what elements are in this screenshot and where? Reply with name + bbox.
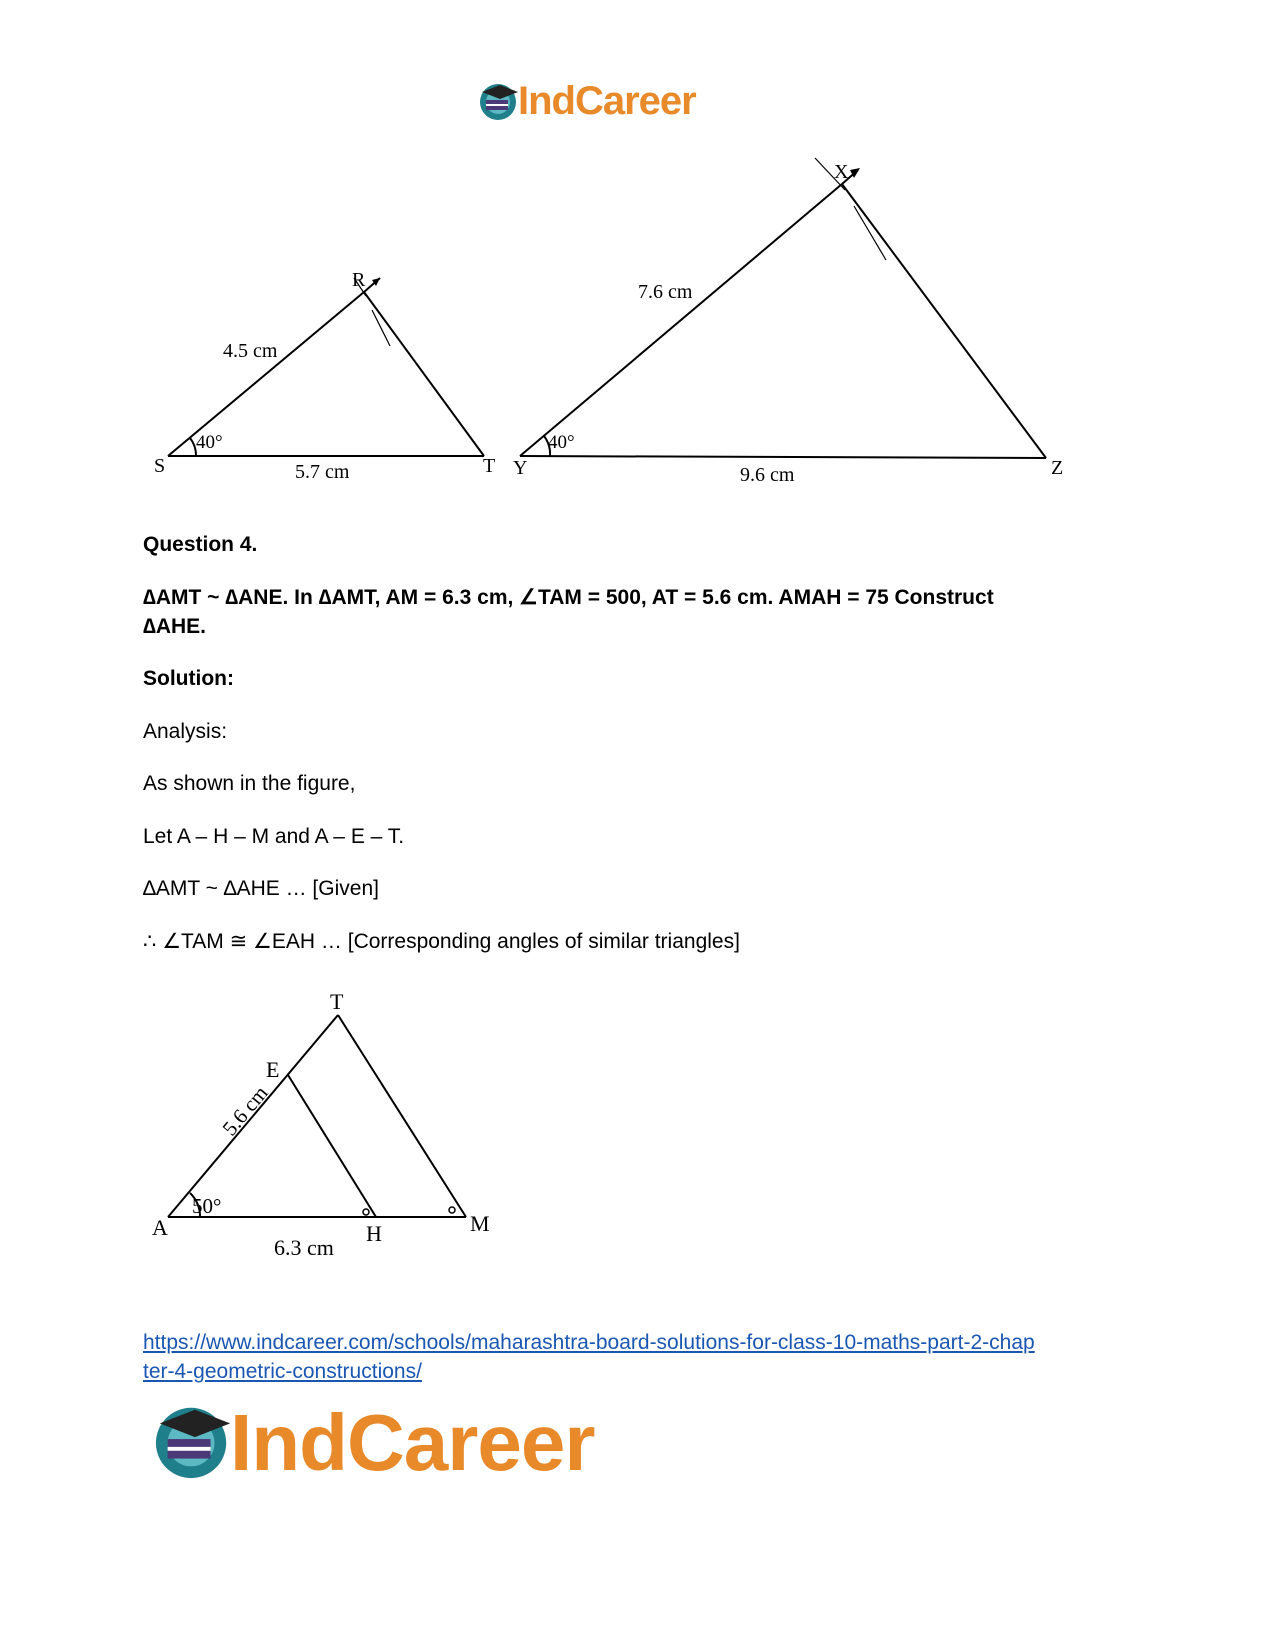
label-angle-y: 40° <box>548 432 575 453</box>
footer-logo <box>152 1398 672 1488</box>
footer-logo-text: IndCareer <box>230 1398 595 1487</box>
side-rt <box>364 292 484 456</box>
label-side-yx: 7.6 cm <box>638 281 693 303</box>
angle-mark-m <box>449 1207 455 1213</box>
label-y: Y <box>513 457 528 479</box>
triangle-yxz <box>520 158 1046 458</box>
question-heading: Question 4. <box>143 533 258 556</box>
side-xz <box>842 184 1046 458</box>
label-angle-a: 50° <box>192 1194 222 1218</box>
side-yx <box>520 184 842 456</box>
solution-line-given: ∆AMT ~ ∆AHE … [Given] <box>143 877 379 900</box>
question-text-line1: ∆AMT ~ ∆ANE. In ∆AMT, AM = 6.3 cm, ∠TAM = 500, AT = 5.6 cm. AMAH = 75 Construct <box>143 586 994 609</box>
label-side-yz: 9.6 cm <box>740 464 795 486</box>
label-s: S <box>154 455 166 477</box>
label-t: T <box>483 455 496 477</box>
label-e: E <box>266 1057 280 1082</box>
triangle-srt <box>168 278 484 456</box>
label-h: H <box>366 1221 382 1246</box>
source-link-line2[interactable]: ter-4-geometric-constructions/ <box>143 1360 422 1383</box>
side-yz <box>520 456 1046 458</box>
label-t2: T <box>330 989 344 1014</box>
solution-line-let: Let A – H – M and A – E – T. <box>143 825 405 848</box>
header-logo <box>478 76 748 126</box>
source-link-line1[interactable]: https://www.indcareer.com/schools/maharashtra-board-solutions-for-class-10-maths-part-2-chap <box>143 1331 1035 1354</box>
label-side-ae: 5.6 cm <box>217 1081 273 1141</box>
label-z: Z <box>1051 457 1064 479</box>
solution-line-analysis: Analysis: <box>143 720 228 743</box>
side-eh <box>288 1075 376 1217</box>
logo-cap-icon <box>478 80 520 122</box>
label-r: R <box>352 269 366 291</box>
figure-triangle-amt-ahe <box>140 985 510 1275</box>
angle-mark-h <box>363 1209 369 1215</box>
header-logo-text: IndCareer <box>518 79 696 123</box>
label-side-sr: 4.5 cm <box>223 340 278 362</box>
label-side-am2: 6.3 cm <box>274 1235 334 1260</box>
solution-line-angles: ∴ ∠TAM ≅ ∠EAH … [Corresponding angles of similar triangles] <box>143 930 740 953</box>
solution-heading: Solution: <box>143 667 234 690</box>
label-side-st: 5.7 cm <box>295 461 350 483</box>
label-m: M <box>470 1211 490 1236</box>
label-angle-s: 40° <box>196 432 223 453</box>
figure-similar-triangles-srt-yxz <box>140 150 1080 500</box>
question-text-line2: ∆AHE. <box>143 615 207 638</box>
footer-logo-cap-icon <box>152 1400 234 1482</box>
label-x: X <box>834 161 849 183</box>
label-a: A <box>152 1215 168 1240</box>
solution-line-figure: As shown in the figure, <box>143 772 356 795</box>
